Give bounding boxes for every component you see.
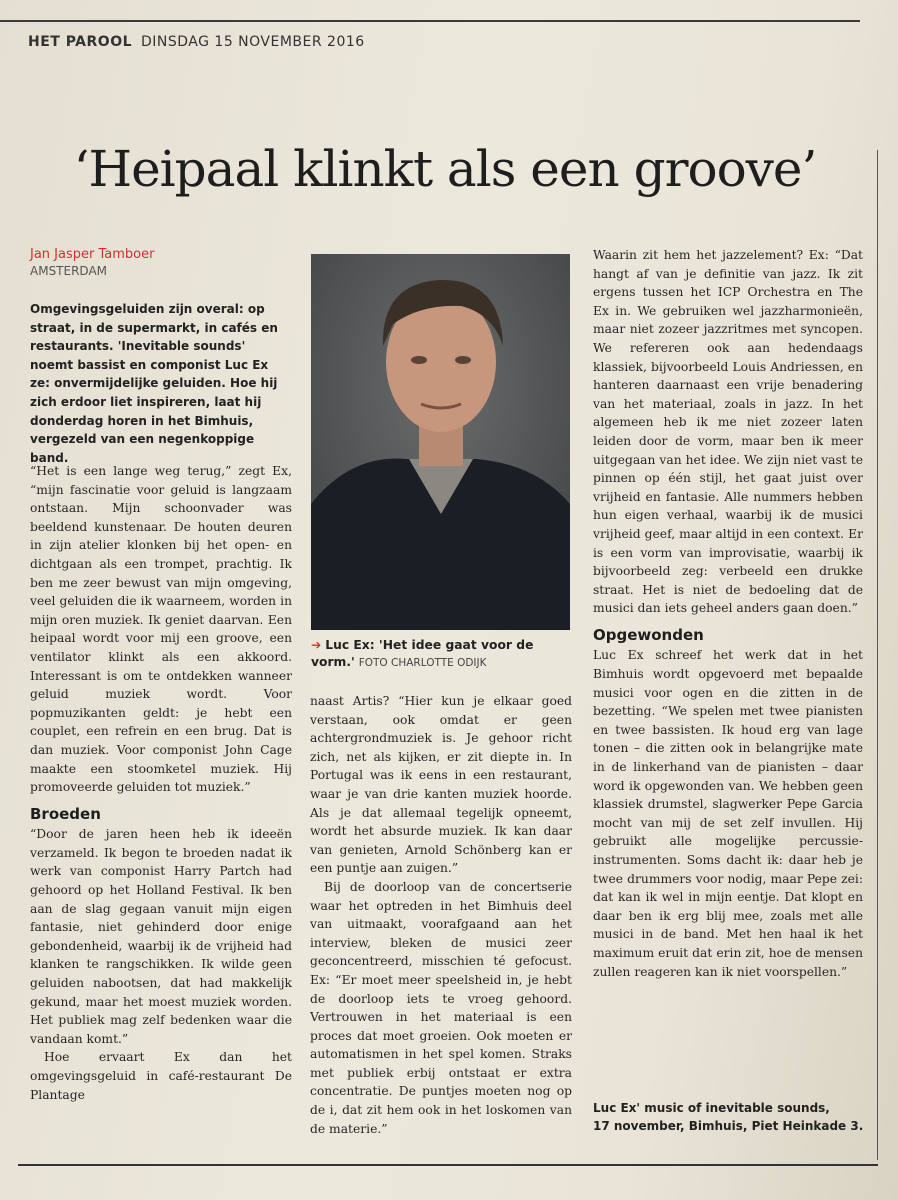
dateline-place: AMSTERDAM [30,264,108,278]
portrait-photo [311,254,570,630]
issue-date: DINSDAG 15 NOVEMBER 2016 [140,34,365,50]
paragraph: “Het is een lange weg terug,” zegt Ex, “mijn fascinatie voor geluid is langzaam ontstaan. Mijn schoonvader was beeldend kunstenaar. De houten deuren in zijn atelier klonken bij het open- en dichtgaan als een trompet, prachtig. Ik ben me zeer bewust van mijn omgeving, veel geluiden die ik waarneem, worden in mijn oren muziek. Ik geniet daarvan. Een heipaal wordt voor mij een groove, een ventilator klinkt als een akkoord. Interessant is om te ontdekken wanneer geluid muziek wordt. Voor popmuzikanten geldt: je hebt een couplet, een refrein en een brug. Dat is dan muziek. Voor componist John Cage maakte een stoomketel muziek. Hij promoveerde geluiden tot muziek.” [30,464,292,795]
paragraph: Hoe ervaart Ex dan het omgevingsgeluid in café-restaurant De Plantage [30,1050,292,1102]
paragraph: “Door de jaren heen heb ik ideeën verzameld. Ik begon te broeden nadat ik werk van componist Harry Partch had gehoord op het Holland Festival. Ik ben aan de slag gegaan vanuit mijn eigen fantasie, niet gehinderd door enige gebondenheid, waarbij ik de vrijheid had klanken te rangschikken. Ik wilde geen geluiden nabootsen, dat had makkelijk gekund, maar het moest muziek worden. Het publiek mag zelf bedenken waar die vandaan komt.” [30,827,292,1046]
event-title: Luc Ex' music of inevitable sounds, [593,1101,830,1115]
event-details: 17 november, Bimhuis, Piet Heinkade 3. [593,1119,864,1133]
article-lead: Omgevingsgeluiden zijn overal: op straat, in de supermarkt, in cafés en restaurants. 'Inevitable sounds' noemt bassist en componist Luc Ex ze: onvermijdelijke geluiden. Hoe hij zich erdoor liet inspireren, laat hij donderdag horen in het Bimhuis, vergezeld van een negenkoppige band. [30,302,278,465]
paragraph: Luc Ex schreef het werk dat in het Bimhuis wordt opgevoerd met bepaalde musici voor ogen en die zitten in de bezetting. “We spelen met twee pianisten en twee bassisten. Ik houd erg van lage tonen – die zitten ook in belangrijke mate in de linkerhand van de pianisten – daar word ik opgewonden van. We hebben geen klassiek drumstel, slagwerker Pepe Garcia mocht van mij de set zelf invullen. Hij gebruikt alle mogelijke percussie-instrumenten. Soms dacht ik: daar heb je twee drummers voor nodig, maar Pepe zei: dat kan ik wel in mijn eentje. Dat klopt en daar ben ik erg blij mee, zoals met alle musici in de band. Met hen haal ik het maximum eruit dat erin zit, hoe de mensen zullen reageren kan ik niet voorspellen.” [593,648,863,979]
column-1 [30,462,292,1104]
column-rule [877,150,878,1160]
paragraph: Bij de doorloop van de concertserie waar het optreden in het Bimhuis deel van uitmaakt, voorafgaand aan het interview, bleken de musici zeer geconcentreerd, misschien té gefocust. Ex: “Er moet meer speelsheid in, je hebt de doorloop iets te vroeg gehoord. Vertrouwen in het materiaal is een proces dat moet groeien. Ook moeten er automatismen in het spel komen. Straks met publiek erbij ontstaat er extra concentratie. De puntjes moeten nog op de i, dat zit hem ook in het loskomen van de materie.” [310,879,572,1136]
photo-credit: FOTO CHARLOTTE ODIJK [358,657,487,669]
subheading-broeden: Broeden [30,804,101,823]
caption-text: Luc Ex: 'Het idee gaat voor de vorm.' [311,638,534,669]
event-info [593,1099,873,1135]
column-3 [593,246,863,981]
subheading-opgewonden: Opgewonden [593,625,704,644]
paragraph: Waarin zit hem het jazzelement? Ex: “Dat hangt af van je definitie van jazz. Ik zit ergens tussen het ICP Orchestra en The Ex in. We gebruiken wel jazzharmonieën, maar niet zozeer jazzritmes met syncopen. We refereren ook aan hedendaags klassiek, bijvoorbeeld Louis Andriessen, en hanteren daarnaast een vrije benadering van het materiaal, zoals in jazz. In het algemeen heb ik me niet zozeer laten leiden door de vorm, maar ben ik meer uitgegaan van het idee. We zijn niet vast te pinnen op één stijl, het gaat juist over vrijheid en fantasie. Alle nummers hebben hun eigen verhaal, waarbij ik de musici vrijheid geef, maar altijd in een context. Er is een vorm van improvisatie, waarbij ik bijvoorbeeld zeg: verbeeld een drukke straat. Het is niet de bedoeling dat de musici dan iets geheel anders gaan doen.” [593,248,863,616]
portrait-illustration [311,254,570,630]
photo-caption [311,637,573,672]
byline [30,247,154,278]
newspaper-logo: HET PAROOL [28,34,133,50]
column-2 [310,692,572,1138]
paragraph: naast Artis? “Hier kun je elkaar goed verstaan, ook omdat er geen achtergrondmuziek is. Je gehoor richt zich, net als kijken, er zit diepte in. In Portugal was ik eens in een restaurant, waar je van drie kanten muziek hoorde. Als je dat allemaal tegelijk opneemt, wordt het absurde muziek. Ik kan daar van genieten, Arnold Schönberg kan er een puntje aan zuigen.” [310,694,572,876]
arrow-icon: ➔ [311,638,322,652]
masthead [28,34,365,50]
article-headline: ‘Heipaal klinkt als een groove’ [73,140,817,198]
author-name: Jan Jasper Tamboer [30,247,155,262]
top-rule [0,20,860,22]
bottom-rule [18,1164,878,1166]
